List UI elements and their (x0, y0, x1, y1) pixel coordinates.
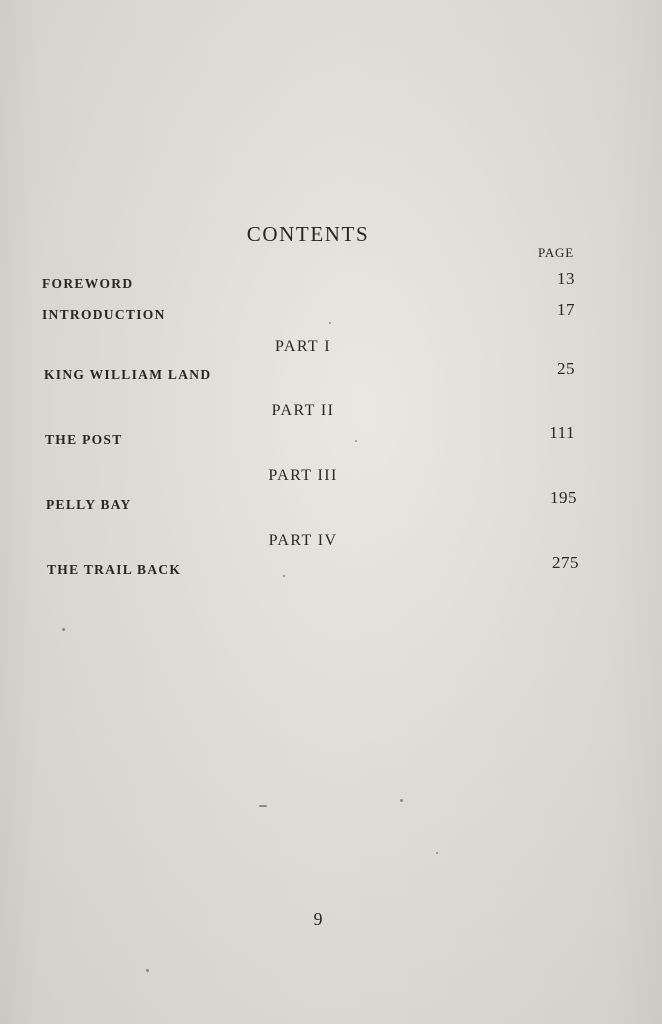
paper-speck (259, 805, 267, 807)
contents-title: CONTENTS (246, 222, 370, 246)
toc-entry-foreword: FOREWORD (42, 276, 134, 291)
toc-entry-king-william-land: KING WILLIAM LAND (44, 367, 212, 382)
toc-page-king-william-land: 25 (557, 359, 575, 378)
paper-speck (146, 969, 149, 972)
toc-page-the-post: 111 (549, 423, 575, 442)
toc-page-foreword: 13 (557, 269, 575, 288)
toc-entry-the-trail-back: THE TRAIL BACK (47, 562, 182, 577)
paper-speck (436, 852, 438, 854)
toc-entry-pelly-bay: PELLY BAY (46, 497, 132, 512)
toc-entry-the-post: THE POST (45, 432, 123, 447)
part-heading-1: PART I (275, 338, 331, 355)
paper-speck (400, 799, 403, 802)
toc-page-the-trail-back: 275 (552, 553, 579, 572)
paper-speck (283, 575, 285, 577)
part-heading-3: PART III (268, 467, 338, 484)
page-column-header: PAGE (538, 245, 574, 260)
part-heading-4: PART IV (268, 532, 338, 549)
paper-speck (329, 322, 331, 324)
toc-page-introduction: 17 (557, 300, 575, 319)
toc-page-pelly-bay: 195 (550, 488, 577, 507)
paper-speck (62, 628, 65, 631)
toc-entry-introduction: INTRODUCTION (42, 307, 166, 322)
page-number: 9 (313, 909, 323, 929)
paper-speck (355, 440, 357, 442)
part-heading-2: PART II (271, 402, 335, 419)
